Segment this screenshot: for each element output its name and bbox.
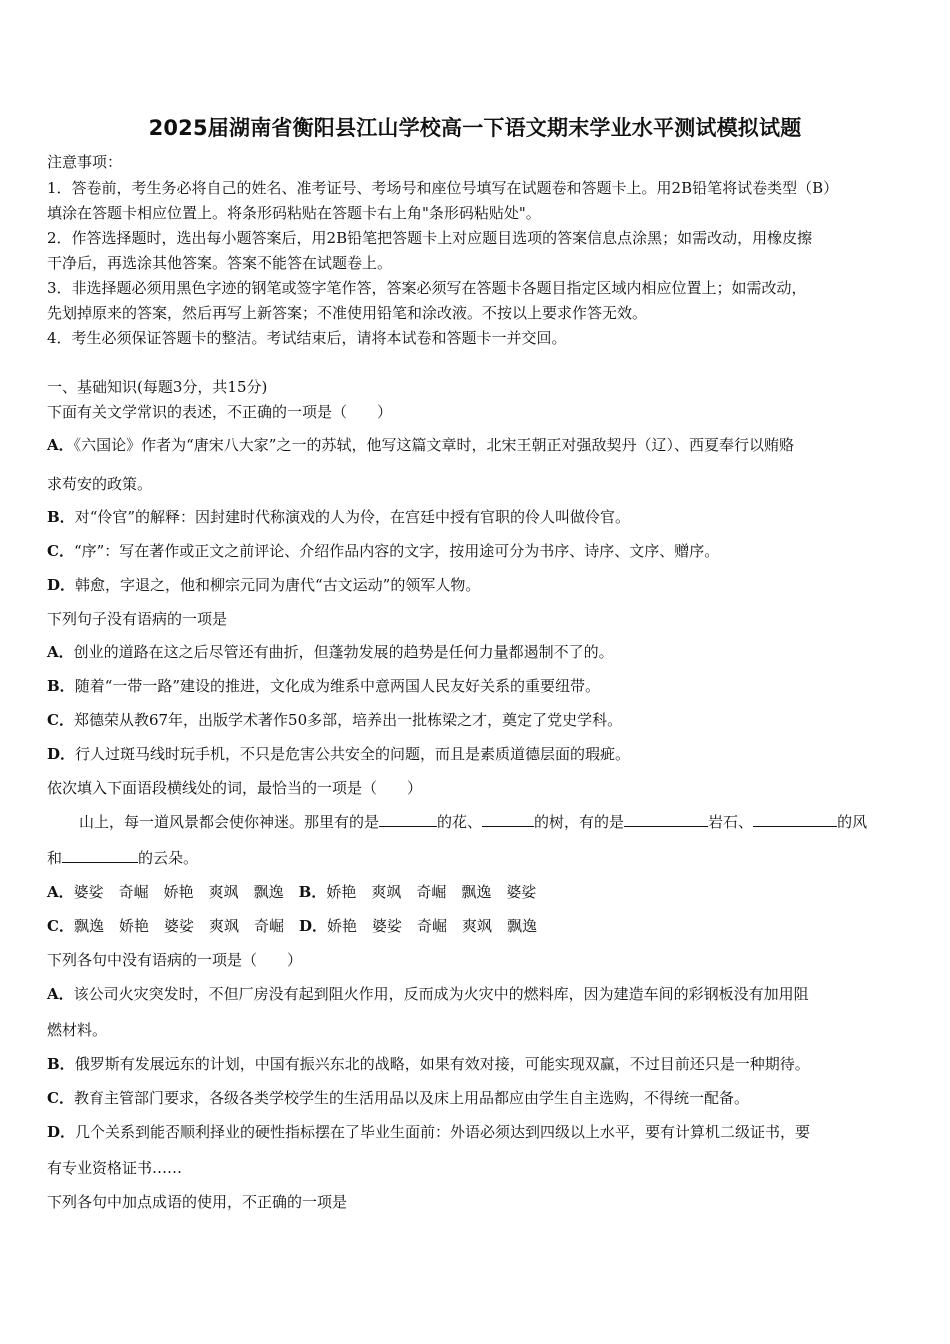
question-2-stem: 下列句子没有语病的一项是 bbox=[47, 610, 228, 628]
question-4-stem: 下列各句中没有语病的一项是（ ） bbox=[47, 951, 303, 969]
question-4-option-a: A．该公司火灾突发时，不但厂房没有起到阻火作用，反而成为火灾中的燃料库，因为建造车间的彩钢板没有加用阻 bbox=[47, 985, 809, 1003]
question-1-stem: 下面有关文学常识的表述，不正确的一项是（ ） bbox=[47, 403, 393, 421]
question-1-option-b: B．对“伶官”的解释：因封建时代称演戏的人为伶，在宫廷中授有官职的伶人叫做伶官。 bbox=[47, 508, 631, 526]
blank-line bbox=[482, 812, 534, 827]
question-2-option-c: C．郑德荣从教67年，出版学术著作50多部，培养出一批栋梁之才，奠定了党史学科。 bbox=[47, 711, 623, 729]
question-3-stem: 依次填入下面语段横线处的词，最恰当的一项是（ ） bbox=[47, 779, 423, 797]
question-4-option-c: C．教育主管部门要求，各级各类学校学生的生活用品以及床上用品都应由学生自主选购，不得统一配备。 bbox=[47, 1089, 749, 1107]
question-3-options-cd: C．飘逸 娇艳 婆娑 爽飒 奇崛 D．娇艳 婆娑 奇崛 爽飒 飘逸 bbox=[47, 917, 538, 935]
notice-line: 1．答卷前，考生务必将自己的姓名、准考证号、考场号和座位号填写在试题卷和答题卡上。用2B铅笔将试卷类型（B） bbox=[47, 179, 839, 197]
question-4-option-a-cont: 燃材料。 bbox=[47, 1021, 108, 1039]
question-5-stem: 下列各句中加点成语的使用，不正确的一项是 bbox=[47, 1193, 348, 1211]
blank-line bbox=[379, 812, 437, 827]
question-3-passage: 山上，每一道风景都会使你神迷。那里有的是 的花、 的树，有的是 岩石、 的风 bbox=[79, 813, 868, 831]
notice-line: 先划掉原来的答案，然后再写上新答案；不准使用铅笔和涂改液。不按以上要求作答无效。 bbox=[47, 304, 648, 322]
blank-line bbox=[753, 812, 837, 827]
blank-line bbox=[624, 812, 708, 827]
section-heading: 一、基础知识(每题3分，共15分) bbox=[47, 378, 268, 396]
notice-line: 4．考生必须保证答题卡的整洁。考试结束后，请将本试卷和答题卡一并交回。 bbox=[47, 329, 567, 347]
notice-line: 干净后，再选涂其他答案。答案不能答在试题卷上。 bbox=[47, 254, 393, 272]
question-1-option-a-cont: 求苟安的政策。 bbox=[47, 475, 153, 493]
question-1-option-d: D．韩愈，字退之，他和柳宗元同为唐代“古文运动”的领军人物。 bbox=[47, 576, 481, 594]
page-title: 2025届湖南省衡阳县江山学校高一下语文期末学业水平测试模拟试题 bbox=[148, 116, 802, 140]
question-2-option-a: A．创业的道路在这之后尽管还有曲折，但蓬勃发展的趋势是任何力量都遏制不了的。 bbox=[47, 643, 614, 661]
question-2-option-b: B．随着“一带一路”建设的推进，文化成为维系中意两国人民友好关系的重要纽带。 bbox=[47, 677, 601, 695]
notice-line: 2．作答选择题时，选出每小题答案后，用2B铅笔把答题卡上对应题目选项的答案信息点涂黑；如需改动，用橡皮擦 bbox=[47, 229, 813, 247]
question-4-option-b: B．俄罗斯有发展远东的计划，中国有振兴东北的战略，如果有效对接，可能实现双赢，不过目前还只是一种期待。 bbox=[47, 1055, 810, 1073]
notice-line: 3．非选择题必须用黑色字迹的钢笔或签字笔作答，答案必须写在答题卡各题目指定区域内相应位置上；如需改动， bbox=[47, 279, 807, 297]
question-1-option-a: A．《六国论》作者为“唐宋八大家”之一的苏轼，他写这篇文章时，北宋王朝正对强敌契丹（辽）、西夏奉行以贿赂 bbox=[47, 436, 794, 454]
question-4-option-d: D．几个关系到能否顺利择业的硬性指标摆在了毕业生面前：外语必须达到四级以上水平，要有计算机二级证书，要 bbox=[47, 1123, 811, 1141]
question-2-option-d: D．行人过斑马线时玩手机，不只是危害公共安全的问题，而且是素质道德层面的瑕疵。 bbox=[47, 745, 631, 763]
blank-line bbox=[62, 848, 138, 863]
notice-heading: 注意事项： bbox=[47, 153, 123, 171]
question-3-passage-cont: 和 的云朵。 bbox=[47, 849, 199, 867]
question-4-option-d-cont: 有专业资格证书…… bbox=[47, 1159, 183, 1177]
question-1-option-c: C．“序”：写在著作或正文之前评论、介绍作品内容的文字，按用途可分为书序、诗序、文序、赠序。 bbox=[47, 542, 720, 560]
notice-line: 填涂在答题卡相应位置上。将条形码粘贴在答题卡右上角"条形码粘贴处"。 bbox=[47, 204, 541, 222]
question-3-options-ab: A．婆娑 奇崛 娇艳 爽飒 飘逸 B．娇艳 爽飒 奇崛 飘逸 婆娑 bbox=[47, 883, 537, 901]
